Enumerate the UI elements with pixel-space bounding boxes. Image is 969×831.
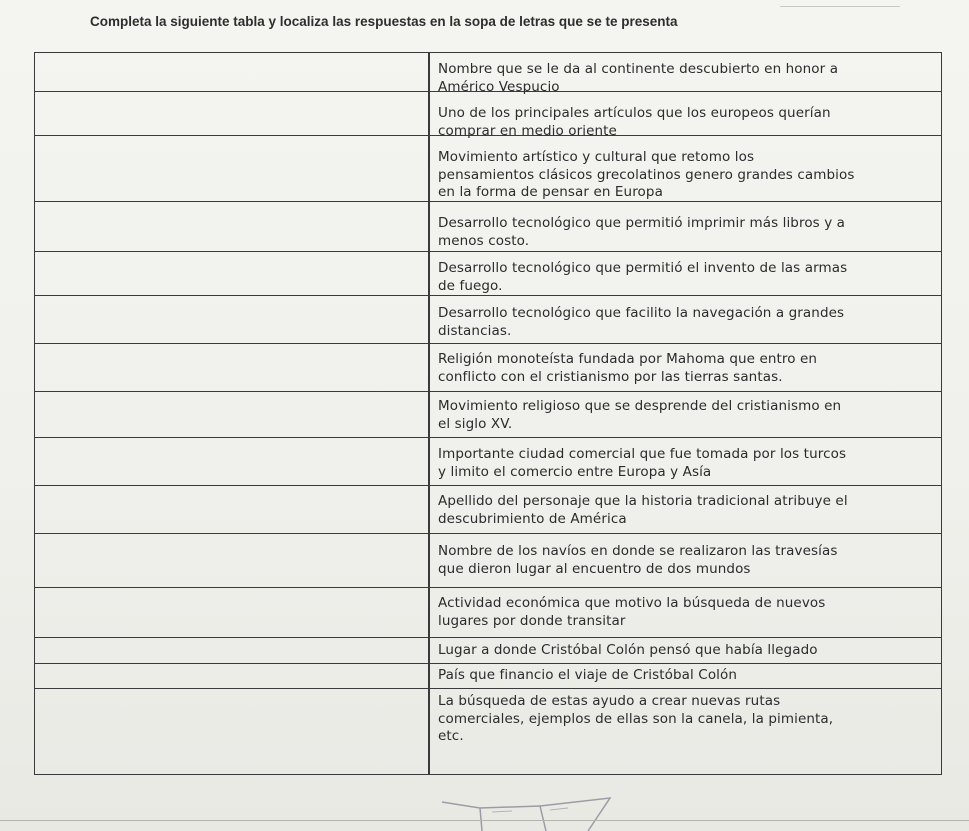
column-divider	[428, 53, 430, 774]
clue-9: Importante ciudad comercial que fue tomada por los turcos y limito el comercio entre Europa y Asía	[438, 446, 847, 480]
decorative-banner-icon	[420, 794, 620, 831]
clue-13: Lugar a donde Cristóbal Colón pensó que había llegado	[438, 642, 818, 658]
clue-4: Desarrollo tecnológico que permitió imprimir más libros y a menos costo.	[438, 215, 846, 249]
clue-7: Religión monoteísta fundada por Mahoma que entro en conflicto con el cristianismo por las tierras santas.	[438, 351, 818, 385]
answer-cell-1[interactable]	[39, 53, 424, 91]
answer-cell-6[interactable]	[39, 296, 424, 343]
worksheet-table	[34, 52, 942, 775]
answer-cell-15[interactable]	[39, 689, 424, 773]
answer-cell-14[interactable]	[39, 664, 424, 688]
answer-cell-4[interactable]	[39, 202, 424, 251]
clue-8: Movimiento religioso que se desprende del cristianismo en el siglo XV.	[438, 398, 842, 432]
answer-cell-10[interactable]	[39, 486, 424, 533]
answer-cell-9[interactable]	[39, 438, 424, 485]
answer-cell-13[interactable]	[39, 638, 424, 663]
answer-cell-11[interactable]	[39, 534, 424, 587]
clue-6: Desarrollo tecnológico que facilito la navegación a grandes distancias.	[438, 305, 845, 339]
paper-edge	[780, 6, 900, 7]
clue-12: Actividad económica que motivo la búsqueda de nuevos lugares por donde transitar	[438, 595, 826, 629]
clue-15: La búsqueda de estas ayudo a crear nuevas rutas comerciales, ejemplos de ellas son la canela, la pimienta, etc.	[438, 693, 834, 744]
answer-cell-8[interactable]	[39, 392, 424, 437]
page-bottom-line	[0, 820, 969, 821]
clue-11: Nombre de los navíos en donde se realizaron las travesías que dieron lugar al encuentro de dos mundos	[438, 543, 838, 577]
answer-cell-3[interactable]	[39, 136, 424, 201]
answer-cell-5[interactable]	[39, 252, 424, 295]
clue-3: Movimiento artístico y cultural que retomo los pensamientos clásicos grecolatinos genero grandes cambios en la forma de pensar en Europa	[438, 149, 855, 200]
answer-cell-7[interactable]	[39, 344, 424, 391]
clue-2: Uno de los principales artículos que los europeos querían comprar en medio oriente	[438, 105, 831, 139]
clue-5: Desarrollo tecnológico que permitió el invento de las armas de fuego.	[438, 260, 848, 294]
clue-10: Apellido del personaje que la historia tradicional atribuye el descubrimiento de América	[438, 493, 848, 527]
answer-cell-2[interactable]	[39, 92, 424, 135]
answer-cell-12[interactable]	[39, 588, 424, 637]
clue-14: País que financio el viaje de Cristóbal Colón	[438, 667, 738, 683]
instructions: Completa la siguiente tabla y localiza las respuestas en la sopa de letras que se te presenta	[90, 14, 678, 29]
clue-1: Nombre que se le da al continente descubierto en honor a Américo Vespucio	[438, 61, 839, 95]
